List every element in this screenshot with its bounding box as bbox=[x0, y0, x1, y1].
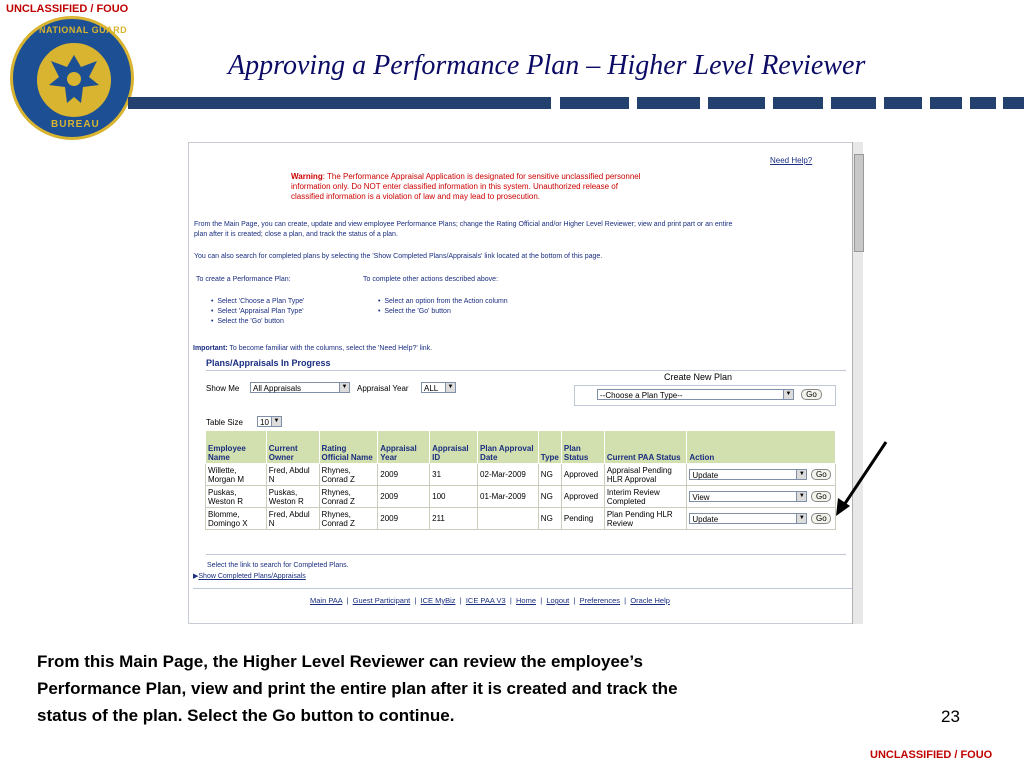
table-size-label: Table Size bbox=[206, 418, 243, 427]
caption-line-2: Performance Plan, view and print the entire plan after it is created and track the bbox=[37, 679, 678, 698]
footer-link-oracle-help[interactable]: Oracle Help bbox=[630, 596, 670, 605]
important-label: Important: bbox=[193, 345, 228, 352]
footer-link-home[interactable]: Home bbox=[516, 596, 537, 605]
divider-segment bbox=[128, 97, 551, 109]
col-action: Action bbox=[687, 431, 836, 464]
section-divider bbox=[206, 370, 846, 371]
cell-status: Approved bbox=[561, 464, 604, 486]
col-employee-name: Employee Name bbox=[206, 431, 267, 464]
warning-line-3: classified information is a violation of law and may lead to prosecution. bbox=[291, 192, 541, 201]
appraisal-year-select[interactable]: ALL ▼ bbox=[421, 382, 456, 393]
col-current-owner: Current Owner bbox=[266, 431, 319, 464]
table-header-row bbox=[206, 431, 836, 464]
intro-line-2: plan after it is created; close a plan, and track the status of a plan. bbox=[194, 231, 398, 238]
warning-line-2: information only. Do NOT enter classified information in this system. Unauthorized release of bbox=[291, 182, 618, 191]
appraisal-year-label: Appraisal Year bbox=[357, 384, 409, 393]
plans-table bbox=[205, 430, 836, 530]
cell-owner: Fred, Abdul N bbox=[266, 464, 319, 486]
cell-type: NG bbox=[538, 508, 561, 530]
cell-year: 2009 bbox=[378, 486, 430, 508]
other-actions-heading: To complete other actions described above: bbox=[363, 276, 499, 283]
slide-title: Approving a Performance Plan – Higher Level Reviewer bbox=[228, 50, 866, 81]
divider-segment bbox=[831, 97, 876, 109]
other-steps-list bbox=[378, 297, 508, 317]
cell-id: 211 bbox=[430, 508, 478, 530]
list-item: • Select 'Choose a Plan Type' bbox=[211, 298, 305, 305]
table-row bbox=[206, 486, 836, 508]
action-go-button[interactable]: Go bbox=[811, 491, 831, 502]
show-me-select[interactable]: All Appraisals ▼ bbox=[250, 382, 350, 393]
table-size-select[interactable]: 10 ▼ bbox=[257, 416, 282, 427]
footer-link-ice-paa-v3[interactable]: ICE PAA V3 bbox=[465, 596, 506, 605]
cell-year: 2009 bbox=[378, 464, 430, 486]
divider-segment bbox=[560, 97, 629, 109]
create-new-plan-label: Create New Plan bbox=[664, 372, 733, 382]
divider-segment bbox=[637, 97, 700, 109]
cell-status: Pending bbox=[561, 508, 604, 530]
cell-type: NG bbox=[538, 486, 561, 508]
cell-approval-date bbox=[478, 508, 539, 530]
cell-owner: Fred, Abdul N bbox=[266, 508, 319, 530]
classification-bottom: UNCLASSIFIED / FOUO bbox=[870, 749, 993, 761]
cell-rating: Rhynes, Conrad Z bbox=[319, 508, 378, 530]
cell-paa-status: Plan Pending HLR Review bbox=[604, 508, 687, 530]
show-me-label: Show Me bbox=[206, 384, 240, 393]
chevron-down-icon: ▼ bbox=[796, 514, 806, 523]
chevron-down-icon: ▼ bbox=[271, 417, 281, 426]
list-item: • Select the 'Go' button bbox=[378, 308, 451, 315]
footer-links: Main PAA | Guest Participant | ICE MyBiz | ICE PAA V3 | Home | Logout | Preferences | Oracle Help bbox=[310, 596, 670, 605]
seal-top-text: NATIONAL GUARD bbox=[39, 25, 128, 35]
completed-plans-link-row bbox=[193, 572, 306, 582]
table-row bbox=[206, 508, 836, 530]
list-item: • Select 'Appraisal Plan Type' bbox=[211, 308, 304, 315]
intro-line-1: From the Main Page, you can create, update and view employee Performance Plans; change the Rating Official and/or Higher Level Reviewer; view and print part or an entire bbox=[194, 221, 733, 228]
important-note bbox=[193, 344, 432, 354]
action-select[interactable]: Update ▼ bbox=[689, 513, 807, 524]
cell-rating: Rhynes, Conrad Z bbox=[319, 464, 378, 486]
cell-id: 31 bbox=[430, 464, 478, 486]
cell-type: NG bbox=[538, 464, 561, 486]
section-title: Plans/Appraisals In Progress bbox=[206, 358, 331, 368]
divider-segment bbox=[930, 97, 962, 109]
cell-status: Approved bbox=[561, 486, 604, 508]
cell-owner: Puskas, Weston R bbox=[266, 486, 319, 508]
list-item: • Select an option from the Action column bbox=[378, 298, 508, 305]
warning-line-1: : The Performance Appraisal Application is designated for sensitive unclassified personnel bbox=[322, 172, 641, 181]
cell-approval-date: 01-Mar-2009 bbox=[478, 486, 539, 508]
chevron-down-icon: ▼ bbox=[796, 470, 806, 479]
col-type: Type bbox=[538, 431, 561, 464]
chevron-down-icon: ▼ bbox=[796, 492, 806, 501]
need-help-link[interactable]: Need Help? bbox=[770, 156, 813, 165]
create-plan-heading: To create a Performance Plan: bbox=[196, 276, 291, 283]
action-go-button[interactable]: Go bbox=[811, 513, 831, 524]
cell-employee: Puskas, Weston R bbox=[206, 486, 267, 508]
footer-divider bbox=[193, 588, 853, 589]
action-select[interactable]: View ▼ bbox=[689, 491, 807, 502]
cell-action bbox=[687, 464, 836, 486]
col-appraisal-id: Appraisal ID bbox=[430, 431, 478, 464]
search-completed-hint: You can also search for completed plans by selecting the 'Show Completed Plans/Appraisals' link located at the bottom of this page. bbox=[194, 253, 603, 260]
cell-employee: Willette, Morgan M bbox=[206, 464, 267, 486]
divider-segment bbox=[884, 97, 922, 109]
cell-action bbox=[687, 508, 836, 530]
cell-id: 100 bbox=[430, 486, 478, 508]
caption-line-1: From this Main Page, the Higher Level Reviewer can review the employee’s bbox=[37, 652, 643, 671]
national-guard-bureau-seal bbox=[10, 16, 134, 140]
col-rating-official: Rating Official Name bbox=[319, 431, 378, 464]
cell-employee: Blomme, Domingo X bbox=[206, 508, 267, 530]
cell-approval-date: 02-Mar-2009 bbox=[478, 464, 539, 486]
col-appraisal-year: Appraisal Year bbox=[378, 431, 430, 464]
footer-link-preferences[interactable]: Preferences bbox=[579, 596, 621, 605]
divider-segment bbox=[773, 97, 823, 109]
action-select[interactable]: Update ▼ bbox=[689, 469, 807, 480]
warning-notice bbox=[291, 172, 761, 202]
page-number: 23 bbox=[941, 707, 960, 726]
intro-paragraph bbox=[194, 220, 854, 240]
chevron-down-icon: ▼ bbox=[339, 383, 349, 392]
divider-segment bbox=[1003, 97, 1024, 109]
divider-segment bbox=[708, 97, 765, 109]
cell-year: 2009 bbox=[378, 508, 430, 530]
footer-link-guest-participant[interactable]: Guest Participant bbox=[352, 596, 411, 605]
important-text: To become familiar with the columns, select the 'Need Help?' link. bbox=[227, 345, 433, 352]
footer-link-main-paa[interactable]: Main PAA bbox=[310, 596, 343, 605]
table-row bbox=[206, 464, 836, 486]
create-steps-list bbox=[211, 297, 304, 327]
list-item: • Select the 'Go' button bbox=[211, 318, 284, 325]
action-go-button[interactable]: Go bbox=[811, 469, 831, 480]
seal-bottom-text: BUREAU bbox=[51, 119, 100, 130]
completed-plans-hint: Select the link to search for Completed Plans. bbox=[207, 562, 349, 569]
classification-top: UNCLASSIFIED / FOUO bbox=[6, 3, 129, 15]
chevron-down-icon: ▼ bbox=[783, 390, 793, 399]
cell-action bbox=[687, 486, 836, 508]
warning-label: Warning bbox=[291, 172, 323, 181]
slide-caption bbox=[37, 648, 917, 729]
caption-line-3: status of the plan. Select the Go button to continue. bbox=[37, 706, 455, 725]
chevron-down-icon: ▼ bbox=[445, 383, 455, 392]
create-plan-go-button[interactable]: Go bbox=[801, 389, 822, 400]
footer-link-ice-mybiz[interactable]: ICE MyBiz bbox=[420, 596, 456, 605]
pointer-arrow-icon bbox=[830, 438, 892, 518]
paa-main-page-screenshot bbox=[188, 142, 863, 624]
eagle-emblem-icon bbox=[35, 41, 113, 119]
screenshot-scrollbar[interactable] bbox=[852, 142, 863, 624]
arrow-right-icon: ▶ bbox=[193, 573, 199, 580]
cell-rating: Rhynes, Conrad Z bbox=[319, 486, 378, 508]
scrollbar-thumb[interactable] bbox=[854, 154, 864, 252]
cell-paa-status: Interim Review Completed bbox=[604, 486, 687, 508]
col-current-paa-status: Current PAA Status bbox=[604, 431, 687, 464]
footer-link-logout[interactable]: Logout bbox=[546, 596, 570, 605]
table-bottom-divider bbox=[206, 554, 846, 555]
col-plan-approval-date: Plan Approval Date bbox=[478, 431, 539, 464]
plan-type-select[interactable]: --Choose a Plan Type-- ▼ bbox=[597, 389, 794, 400]
cell-paa-status: Appraisal Pending HLR Approval bbox=[604, 464, 687, 486]
divider-segment bbox=[970, 97, 996, 109]
completed-plans-link[interactable]: Show Completed Plans/Appraisals bbox=[198, 573, 306, 580]
col-plan-status: Plan Status bbox=[561, 431, 604, 464]
